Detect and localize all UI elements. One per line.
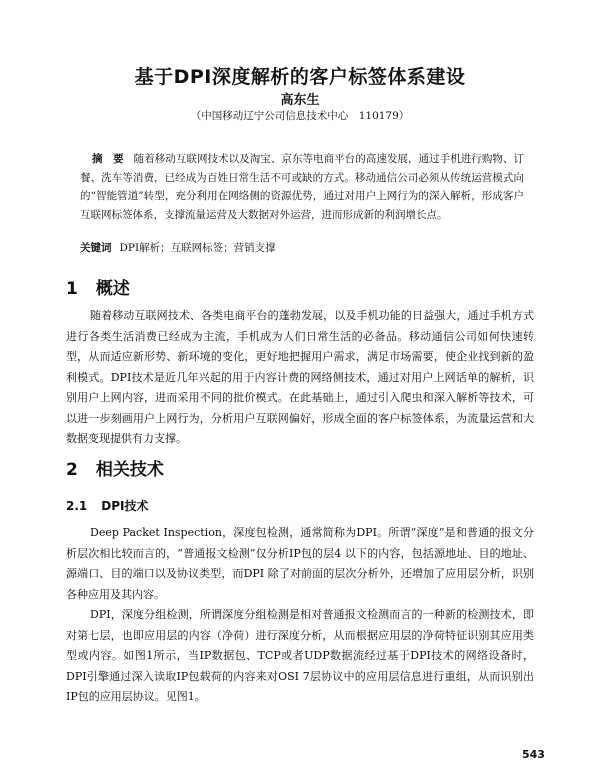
abstract-text: 随着移动互联网技术以及淘宝、京东等电商平台的高速发展，通过手机进行购物、订餐、洗车等消费，已经成为百姓日常生活不可或缺的方式。移动通信公司必须从传统运营模式向的“智能管道”转型，充分利用在网络侧的资源优势，通过对用户上网行为的深入解析，形成客户互联网标签体系，支撑流量运营及大数据对外运营，进而形成新的利润增长点。: [80, 153, 525, 221]
author-affiliation: （中国移动辽宁公司信息技术中心 110179）: [190, 110, 410, 122]
section-1-paragraph-1: 随着移动互联网技术、各类电商平台的蓬勃发展，以及手机功能的日益强大，通过手机方式进行各类生活消费已经成为主流，手机成为人们日常生活的必备品。移动通信公司如何快速转型，从而适应新形势、新环境的变化，更好地把握用户需求，满足市场需要，使企业找到新的盈利模式。DPI技术是近几年兴起的用于内容计费的网络侧技术，通过对用户上网话单的解析，识别用户上网内容，进而采用不同的批价模式。在此基础上，通过引入爬虫和深入解析等技术，可以进一步刻画用户上网行为，分析用户互联网偏好，形成全面的客户标签体系，为流量运营和大数据变现提供有力支撑。: [66, 309, 534, 445]
keywords-label: 关键词: [80, 242, 112, 254]
section-title: 相关技术: [95, 460, 164, 480]
page-number: 543: [522, 748, 545, 761]
subsection-paragraph-2: DPI，深度分组检测，所谓深度分组检测是相对普通报文检测而言的一种新的检测技术，即对第七层，也即应用层的内容（净荷）进行深度分析，从而根据应用层的净荷特征识别其应用类型或内容。如图1所示，当IP数据包、TCP或者UDP数据流经过基于DPI技术的网络设备时，DPI引擎通过深入读取IP包载荷的内容来对OSI 7层协议中的应用层信息进行重组，从而识别出IP包的应用层协议。见图1。: [66, 608, 534, 703]
keywords-text: DPI解析；互联网标签；营销支撑: [119, 242, 276, 254]
keywords: [80, 240, 524, 255]
author-name: 高东生: [280, 93, 320, 108]
paper-title: 基于DPI深度解析的客户标签体系建设: [134, 66, 466, 88]
section-heading-2: [66, 455, 164, 480]
section-title: 概述: [95, 279, 130, 299]
subsection-number: 2.1: [66, 499, 88, 513]
abstract-label: 摘 要: [92, 153, 124, 165]
subsection-heading-2-1: [66, 497, 149, 514]
section-heading-1: [66, 274, 130, 299]
section-number: 1: [66, 279, 78, 299]
subsection-title: DPI技术: [101, 499, 149, 513]
subsection-paragraph-1: Deep Packet Inspection，深度包检测，通常简称为DPI。所谓“深度”是和普通的报文分析层次相比较而言的，“普通报文检测”仅分析IP包的层4 以下的内容，包括源地址、目的地址、源端口、目的端口以及协议类型，而DPI 除了对前面的层次分析外，还增加了应用层分析，识别各种应用及其内容。: [66, 526, 534, 601]
abstract: [80, 150, 524, 224]
section-number: 2: [66, 460, 78, 480]
